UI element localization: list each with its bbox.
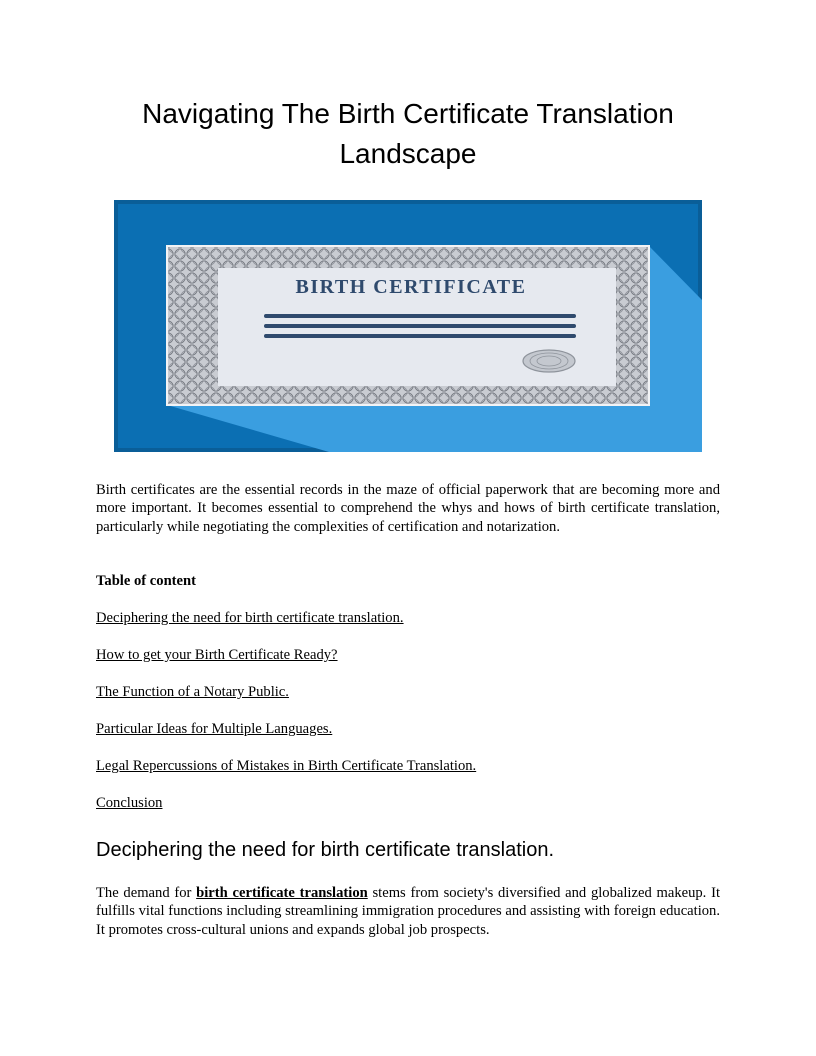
section-heading: Deciphering the need for birth certificate translation. xyxy=(96,839,555,861)
section-paragraph xyxy=(96,884,720,939)
certificate-line-2 xyxy=(264,324,576,328)
page-title: Navigating The Birth Certificate Translation Landscape xyxy=(142,98,674,169)
toc-link-notary-public[interactable]: The Function of a Notary Public. xyxy=(96,684,289,700)
toc-link-conclusion[interactable]: Conclusion xyxy=(96,795,163,811)
intro-paragraph: Birth certificates are the essential records in the maze of official paperwork that are becoming more and more important. It becomes essential to comprehend the whys and hows of birth certificate translation, particularly while negotiating the complexities of certification and notarization. xyxy=(96,482,720,535)
toc-link-need-for-translation[interactable]: Deciphering the need for birth certificate translation. xyxy=(96,610,404,626)
toc-link-get-certificate-ready[interactable]: How to get your Birth Certificate Ready? xyxy=(96,647,338,663)
paragraph-text-end: stems from society's diversified and globalized makeup. It fulfills vital functions including streamlining immigration procedures and assisting with foreign education. It promotes cross-cultural unions and expands global job prospects. xyxy=(96,885,720,938)
certificate-line-3 xyxy=(264,334,576,338)
birth-certificate-translation-link[interactable]: birth certificate translation xyxy=(196,885,368,901)
certificate-line-1 xyxy=(264,314,576,318)
toc-heading: Table of content xyxy=(96,573,196,589)
toc-link-multiple-languages[interactable]: Particular Ideas for Multiple Languages. xyxy=(96,721,333,737)
seal-icon xyxy=(523,350,575,372)
certificate-heading: BIRTH CERTIFICATE xyxy=(295,276,527,298)
birth-certificate-illustration xyxy=(114,200,702,452)
toc-link-legal-repercussions[interactable]: Legal Repercussions of Mistakes in Birth Certificate Translation. xyxy=(96,758,477,774)
paragraph-text-start: The demand for xyxy=(96,885,197,901)
